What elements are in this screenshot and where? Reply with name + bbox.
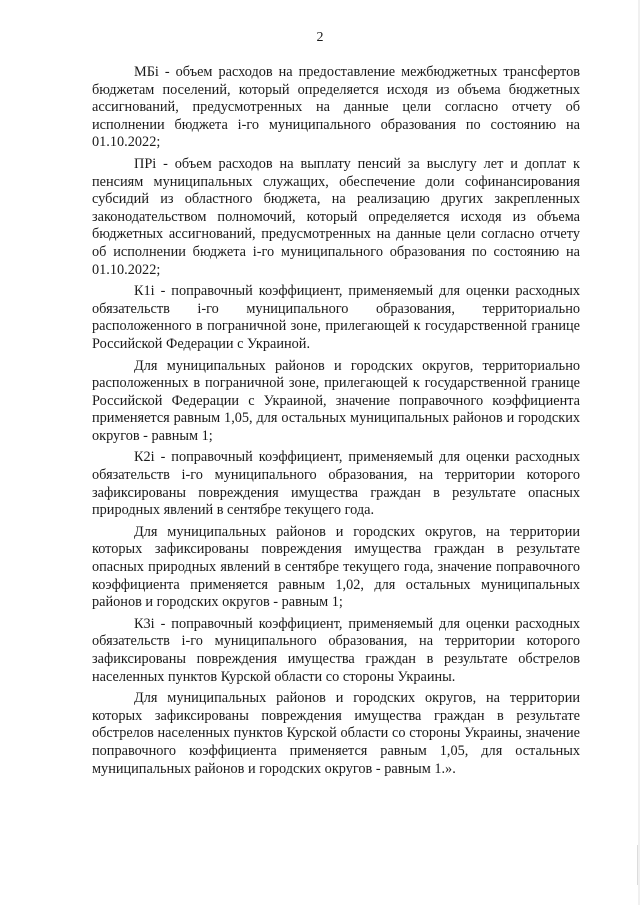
paragraph-pr-definition: ПРi - объем расходов на выплату пенсий за выслугу лет и доплат к пенсиям муниципальных служащих, обеспечение доли софинансирования субсидий из областного бюджета, на реализацию других закрепленных законодательством полномочий, который определяется исходя из объема бюджетных ассигнований, предусмотренных на данные цели согласно отчету об исполнении бюджета i-го муниципального образования по состоянию на 01.10.2022; <box>92 155 580 278</box>
paragraph-k2-value: Для муниципальных районов и городских округов, на территории которых зафиксированы повреждения имущества граждан в результате опасных природных явлений в сентябре текущего года, значение поправочного коэффициента применяется равным 1,02, для остальных муниципальных районов и городских округов - равным 1; <box>92 523 580 611</box>
paragraph-k1-definition: К1i - поправочный коэффициент, применяемый для оценки расходных обязательств i-го муниципального образования, территориально расположенного в пограничной зоне, прилегающей к государственной границе Российской Федерации с Украиной. <box>92 283 580 352</box>
paragraph-k3-definition: К3i - поправочный коэффициент, применяемый для оценки расходных обязательств i-го муниципального образования, на территории которого зафиксированы повреждения имущества граждан в результате обстрелов населенных пунктов Курской области со стороны Украины. <box>92 615 580 685</box>
paragraph-mb-definition: МБi - объем расходов на предоставление межбюджетных трансфертов бюджетам поселений, который определяется исходя из объема бюджетных ассигнований, предусмотренных на данные цели согласно отчету об исполнении бюджета i-го муниципального образования по состоянию на 01.10.2022; <box>92 64 580 151</box>
paragraph-k2-definition: К2i - поправочный коэффициент, применяемый для оценки расходных обязательств i-го муниципального образования, на территории которого зафиксированы повреждения имущества граждан в результате опасных природных явлений в сентябре текущего года. <box>92 449 580 519</box>
page-number: 2 <box>316 30 324 45</box>
scan-mark <box>637 845 638 885</box>
paragraph-k3-value: Для муниципальных районов и городских округов, на территории которых зафиксированы повреждения имущества граждан в результате обстрелов населенных пунктов Курской области со стороны Украины, значение поправочного коэффициента применяется равным 1,05, для остальных муниципальных районов и городских округов - равным 1.». <box>92 690 580 777</box>
paragraph-k1-value: Для муниципальных районов и городских округов, территориально расположенных в пограничной зоне, прилегающей к государственной границе Российской Федерации с Украиной, значение поправочного коэффициента применяется равным 1,05, для остальных муниципальных районов и городских округов - равным 1; <box>92 357 580 444</box>
document-body <box>92 64 580 782</box>
